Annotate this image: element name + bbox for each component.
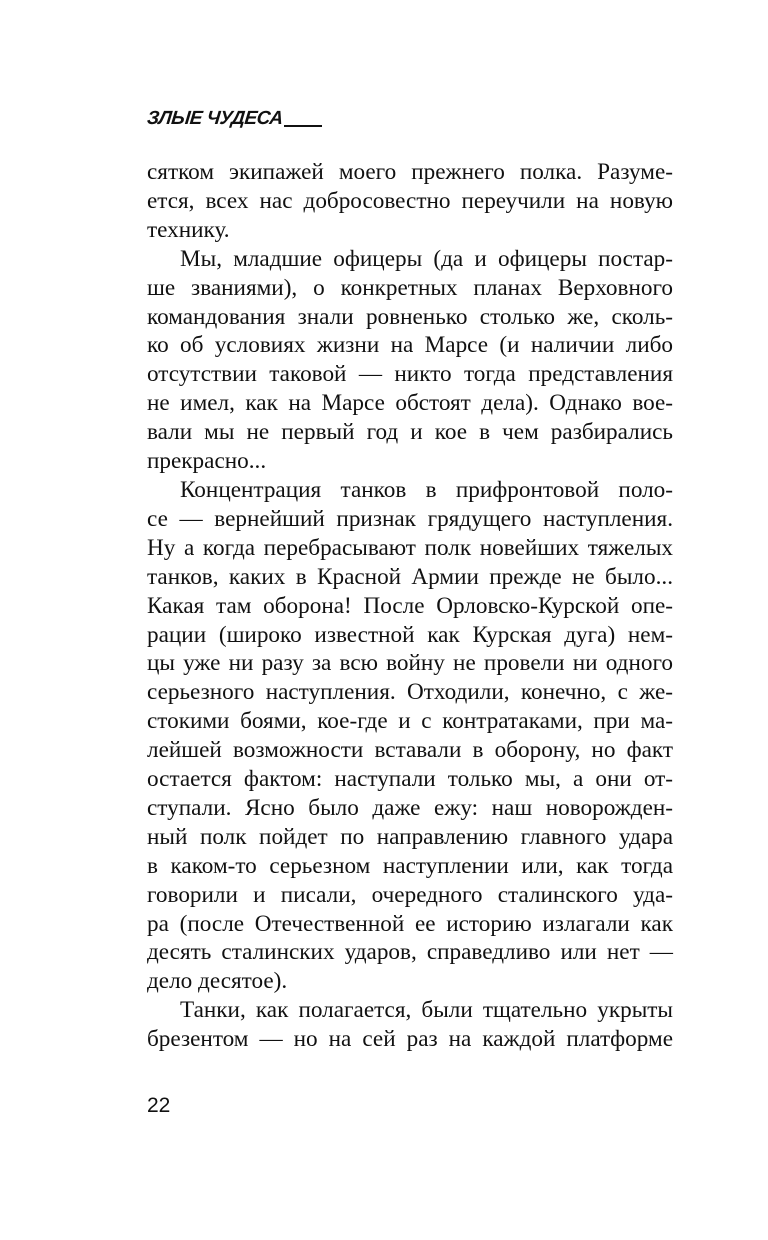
page-number: 22 [147, 1094, 171, 1117]
paragraph [147, 996, 673, 1054]
text-line: Концентрация танков в прифронтовой поло- [180, 476, 673, 503]
text-line: ше званиями), о конкретных планах Верховного [147, 274, 673, 301]
paragraph [147, 476, 673, 996]
text-line: прекрасно... [147, 448, 267, 475]
text-line: дело десятое). [147, 968, 288, 995]
text-line: ра (после Отечественной ее историю излагали как [147, 910, 673, 937]
text-line: ный полк пойдет по направлению главного удара [147, 823, 673, 850]
text-line: сятком экипажей моего прежнего полка. Разуме- [147, 159, 673, 185]
text-line: ется, всех нас добросовестно переучили на новую [147, 187, 673, 214]
text-line: говорили и писали, очередного сталинского уда- [147, 881, 673, 908]
text-line: стокими боями, кое-где и с контратаками, при ма- [147, 708, 673, 735]
text-line: отсутствии таковой — никто тогда представления [147, 361, 673, 388]
text-line: брезентом — но на сей раз на каждой платформе [147, 1026, 673, 1053]
text-line: Какая там оборона! После Орловско-Курской опе- [147, 592, 673, 619]
text-line: технику. [147, 216, 230, 243]
text-line: десять сталинских ударов, справедливо или нет — [147, 939, 673, 966]
text-line: рации (широко известной как Курская дуга) нем- [147, 621, 673, 648]
running-head [147, 108, 322, 130]
text-line: не имел, как на Марсе обстоят дела). Однако вое- [147, 390, 673, 417]
text-line: серьезного наступления. Отходили, конечно, с же- [147, 679, 673, 706]
running-head-title: ЗЛЫЕ ЧУДЕСА [145, 108, 284, 129]
text-line: командования знали ровненько столько же, сколь- [147, 303, 673, 330]
text-line: в каком-то серьезном наступлении или, как тогда [147, 852, 673, 879]
text-line: Танки, как полагается, были тщательно укрыты [180, 997, 673, 1024]
text-line: цы уже ни разу за всю войну не провели ни одного [147, 650, 673, 677]
text-line: Мы, младшие офицеры (да и офицеры постар- [180, 245, 673, 272]
running-head-rule [284, 125, 322, 127]
text-line: се — вернейший признак грядущего наступления. [147, 505, 673, 532]
paragraph [147, 158, 673, 245]
text-line: вали мы не первый год и кое в чем разбирались [147, 419, 673, 446]
text-line: остается фактом: наступали только мы, а они от- [147, 766, 673, 793]
text-line: танков, каких в Красной Армии прежде не было... [147, 563, 673, 590]
paragraph [147, 245, 673, 476]
text-line: ко об условиях жизни на Марсе (и наличии либо [147, 332, 673, 359]
body-text [147, 158, 673, 1054]
text-line: лейшей возможности вставали в оборону, но факт [147, 737, 673, 764]
text-line: Ну а когда перебрасывают полк новейших тяжелых [147, 534, 673, 561]
text-line: ступали. Ясно было даже ежу: наш новорожден- [147, 794, 673, 821]
